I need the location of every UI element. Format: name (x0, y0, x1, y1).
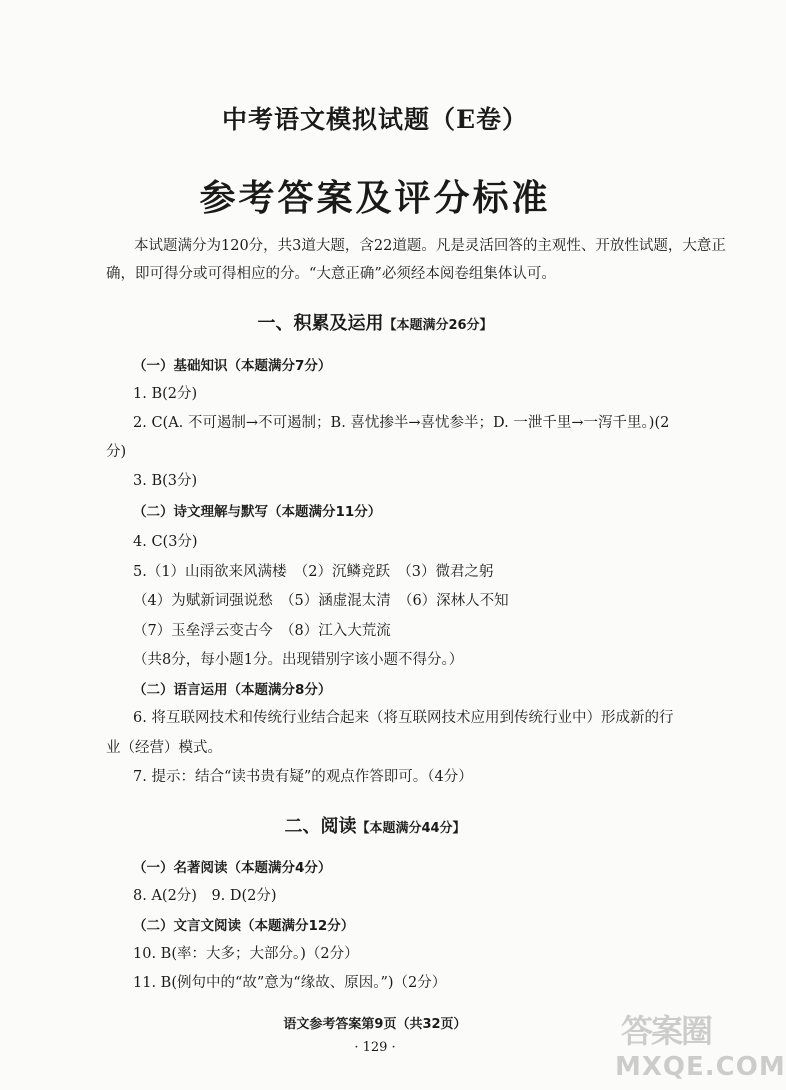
answer-q5-line2: （4）为赋新词强说愁 （5）涵虚混太清 （6）深林人不知 (133, 593, 509, 609)
subsection-classics-reading: （一）名著阅读（本题满分4分） (133, 860, 332, 876)
section-heading-2 (0, 812, 750, 838)
answer-q2-line1: 2. C(A. 不可遏制→不可遏制；B. 喜忧掺半→喜忧参半；D. 一泄千里→一泻千里。)(2 (133, 415, 670, 431)
answer-q11: 11. B(例句中的“故”意为“缘故、原因。”)（2分） (133, 975, 447, 991)
section-heading-1 (0, 309, 750, 335)
exam-title: 中考语文模拟试题（E卷） (221, 105, 529, 134)
answer-q1: 1. B(2分) (133, 386, 198, 402)
section-2-title: 二、阅读 (284, 816, 357, 837)
subsection-poetry: （二）诗文理解与默写（本题满分11分） (133, 504, 382, 520)
subsection-language-use: （二）语言运用（本题满分8分） (133, 682, 332, 698)
answer-q6-line1: 6. 将互联网技术和传统行业结合起来（将互联网技术应用到传统行业中）形成新的行 (133, 710, 674, 726)
answer-q5-line3: （7）玉垒浮云变古今 （8）江入大荒流 (133, 623, 391, 639)
answer-q8-q9: 8. A(2分) 9. D(2分) (133, 888, 277, 904)
page-number: · 129 · (354, 1040, 396, 1055)
answer-q3: 3. B(3分) (133, 473, 198, 489)
answer-q2-line2: 分) (106, 444, 127, 460)
page-footer: 语文参考答案第9页（共32页） (283, 1017, 467, 1032)
answer-q7: 7. 提示：结合“读书贵有疑”的观点作答即可。（4分） (133, 769, 473, 785)
watermark-url: MXQE.COM (615, 1052, 786, 1082)
section-1-title: 一、积累及运用 (257, 313, 384, 334)
section-2-score-note: 【本题满分44分】 (356, 821, 466, 836)
subsection-classical-chinese: （二）文言文阅读（本题满分12分） (133, 918, 355, 934)
answer-q5-note: （共8分，每小题1分。出现错别字该小题不得分。） (133, 652, 464, 668)
intro-paragraph: 本试题满分为120分，共3道大题，含22道题。凡是灵活回答的主观性、开放性试题，大意正确，即可得分或可得相应的分。“大意正确”必须经本阅卷组集体认可。 (106, 238, 726, 282)
site-watermark (615, 1004, 786, 1090)
answer-q5-line1: 5.（1）山雨欲来风满楼 （2）沉鳞竞跃 （3）微君之躬 (133, 564, 494, 580)
watermark-logo-text: 答案圈 (621, 1012, 712, 1050)
section-1-score-note: 【本题满分26分】 (383, 318, 493, 333)
answer-q4: 4. C(3分) (133, 534, 198, 550)
answer-q10: 10. B(率：大多；大部分。)（2分） (133, 946, 359, 962)
answer-q6-line2: 业（经营）模式。 (106, 740, 222, 756)
answer-key-title: 参考答案及评分标准 (199, 177, 551, 219)
subsection-basic-knowledge: （一）基础知识（本题满分7分） (133, 358, 332, 374)
